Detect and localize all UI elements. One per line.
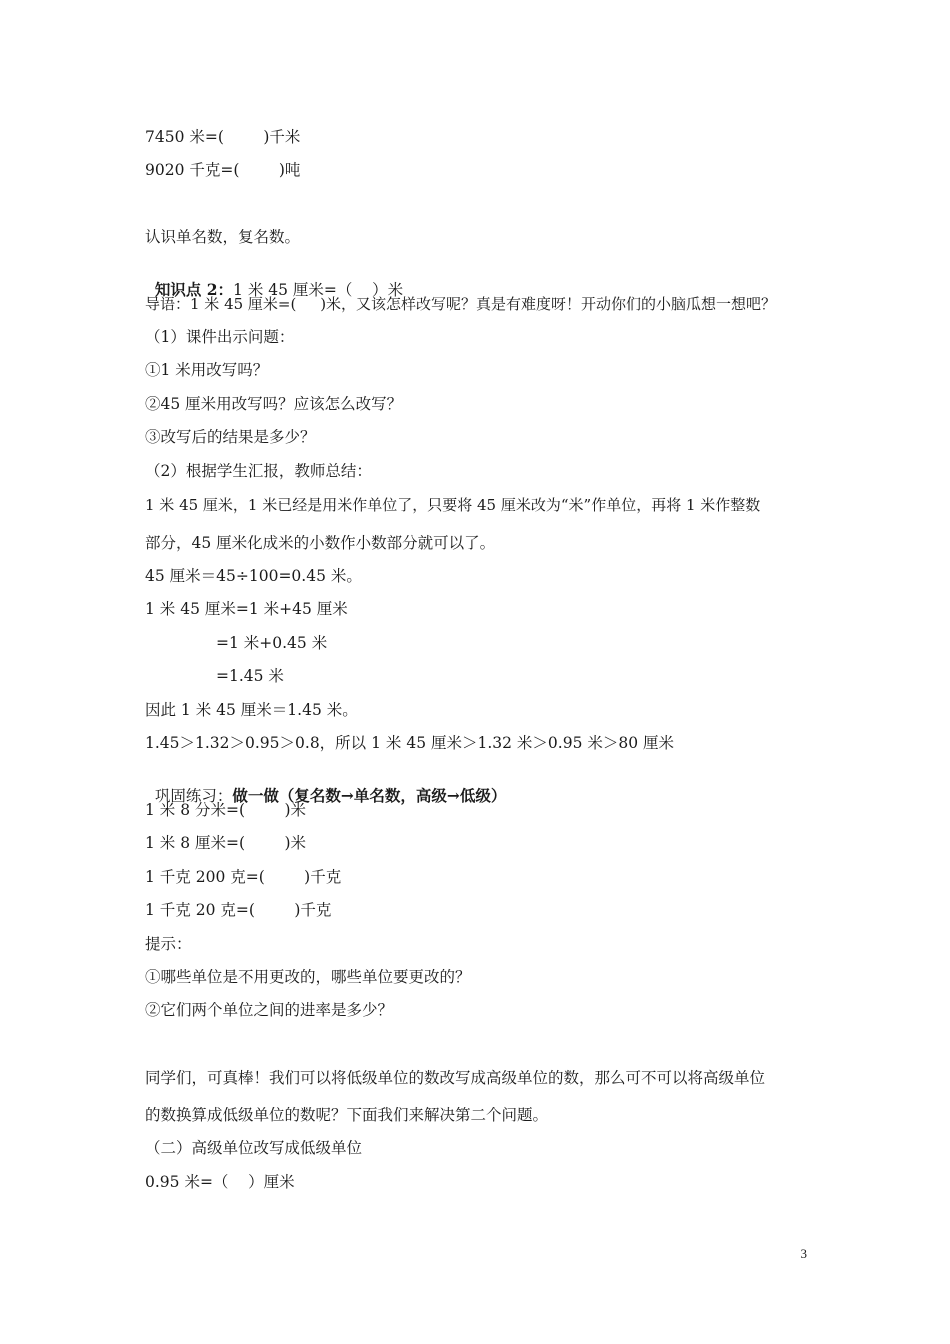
line-section-2-heading: （二）高级单位改写成低级单位 [145, 1139, 363, 1157]
line-calc-45cm: 45 厘米＝45÷100=0.45 米。 [145, 567, 362, 585]
line-q3: ③改写后的结果是多少？ [145, 428, 316, 446]
practice-label: 巩固练习： [154, 787, 233, 805]
line-transition-2: 的数换算成低级单位的数呢？下面我们来解决第二个问题。 [145, 1106, 549, 1124]
line-q1: ①1 米用改写吗？ [145, 361, 269, 379]
line-calc-2: =1 米+0.45 米 [216, 634, 328, 652]
line-q2: ②45 厘米用改写吗？应该怎么改写？ [145, 395, 403, 413]
line-7450m: 7450 米=( )千米 [145, 128, 301, 146]
line-transition-1: 同学们，可真棒！我们可以将低级单位的数改写成高级单位的数，那么可不可以将高级单位 [145, 1069, 766, 1087]
line-conclusion: 因此 1 米 45 厘米＝1.45 米。 [145, 701, 358, 719]
knowledge-point-text: 1 米 45 厘米=（ ）米 [233, 281, 404, 299]
line-exercise-4: 1 千克 20 克=( )千克 [145, 901, 332, 919]
practice-title: 做一做（复名数→单名数，高级→低级） [232, 786, 507, 805]
line-calc-3: =1.45 米 [216, 667, 284, 685]
line-step-1: （1）课件出示问题： [145, 328, 295, 346]
knowledge-point-label: 知识点 2： [154, 280, 234, 299]
line-9020kg: 9020 千克=( )吨 [145, 161, 301, 179]
line-comparison: 1.45＞1.32＞0.95＞0.8，所以 1 米 45 厘米＞1.32 米＞0.95 米＞80 厘米 [145, 734, 675, 752]
line-095m: 0.95 米=（ ）厘米 [145, 1173, 295, 1191]
line-step-2: （2）根据学生汇报，教师总结： [145, 462, 372, 480]
line-exercise-3: 1 千克 200 克=( )千克 [145, 868, 342, 886]
line-exercise-2: 1 米 8 厘米=( )米 [145, 834, 307, 852]
line-hint-1: ①哪些单位是不用更改的，哪些单位要更改的？ [145, 968, 471, 986]
line-hint-2: ②它们两个单位之间的进率是多少？ [145, 1001, 394, 1019]
line-summary-2: 部分，45 厘米化成米的小数作小数部分就可以了。 [145, 534, 496, 552]
line-summary-1: 1 米 45 厘米，1 米已经是用米作单位了，只要将 45 厘米改为“米”作单位，再将 1 米作整数 [145, 496, 761, 514]
line-lead-in: 导语：1 米 45 厘米=( )米，又该怎样改写呢？真是有难度呀！开动你们的小脑瓜想一想吧？ [145, 295, 777, 313]
line-calc-1: 1 米 45 厘米=1 米+45 厘米 [145, 600, 348, 618]
page-number: 3 [800, 1246, 807, 1261]
line-hint-label: 提示： [145, 935, 192, 953]
line-intro-units: 认识单名数，复名数。 [145, 228, 301, 246]
line-exercise-1: 1 米 8 分米=( )米 [145, 801, 307, 819]
